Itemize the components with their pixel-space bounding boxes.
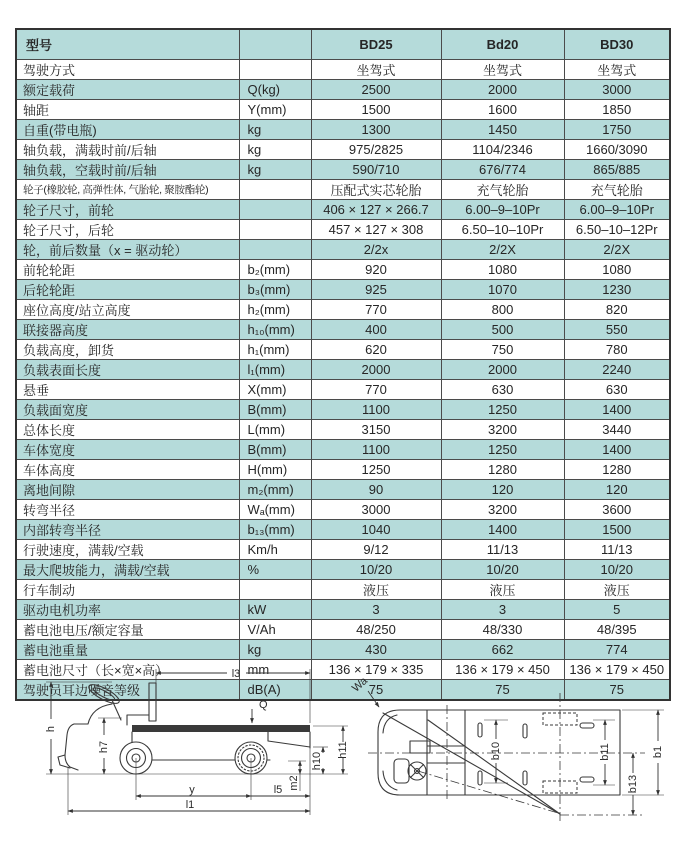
dim-label-m2: m2 [288,775,300,791]
table-row [16,259,670,279]
spec-row-unit: % [239,559,311,579]
spec-row-unit [239,59,311,79]
table-header-row [16,29,670,59]
spec-cell: 90 [311,479,441,499]
spec-row-label: 驾驶员耳边噪音等级 [16,679,239,700]
spec-row-label: 自重(带电瓶) [16,119,239,139]
table-row [16,559,670,579]
spec-cell: 136 × 179 × 450 [441,659,564,679]
spec-cell: 120 [564,479,670,499]
spec-row-unit: B(mm) [239,399,311,419]
spec-cell: 1070 [441,279,564,299]
spec-cell: 坐驾式 [311,59,441,79]
spec-cell: 1280 [564,459,670,479]
spec-cell: 590/710 [311,159,441,179]
spec-cell: 液压 [564,579,670,599]
table-row [16,239,670,259]
spec-row-unit: l₁(mm) [239,359,311,379]
table-row [16,359,670,379]
table-row [16,639,670,659]
dim-label-l3: l3 [231,668,241,680]
platform-bed [132,725,310,732]
spec-row-unit [239,579,311,599]
spec-cell: 11/13 [441,539,564,559]
spec-cell: 120 [441,479,564,499]
spec-row-unit: h₁₀(mm) [239,319,311,339]
side-view-drawing [20,663,350,847]
spec-cell: 1450 [441,119,564,139]
dim-label-b11: b11 [599,743,611,761]
spec-cell: 75 [311,679,441,700]
spec-cell: 3200 [441,499,564,519]
header-unit-cell [239,29,311,59]
spec-cell: 1400 [441,519,564,539]
spec-row-unit: Km/h [239,539,311,559]
table-row [16,459,670,479]
spec-row-unit: h₂(mm) [239,299,311,319]
spec-row-label: 轴距 [16,99,239,119]
spec-cell: 1280 [441,459,564,479]
spec-cell: 1660/3090 [564,139,670,159]
spec-cell: 3150 [311,419,441,439]
spec-cell: 750 [441,339,564,359]
spec-cell: 75 [564,679,670,700]
spec-row-label: 轴负载，空载时前/后轴 [16,159,239,179]
table-row [16,119,670,139]
spec-row-label: 负载面宽度 [16,399,239,419]
spec-row-label: 总体长度 [16,419,239,439]
spec-cell: 5 [564,599,670,619]
spec-row-unit: kg [239,159,311,179]
header-model-bd25: BD25 [311,29,441,59]
header-model-title: 型号 [16,29,239,59]
dim-label-h: h [45,725,57,733]
spec-cell: 6.50–10–12Pr [564,219,670,239]
spec-cell: 3 [311,599,441,619]
spec-row-unit: X(mm) [239,379,311,399]
spec-row-label: 后轮轮距 [16,279,239,299]
spec-cell: 坐驾式 [564,59,670,79]
table-row [16,319,670,339]
spec-cell: 457 × 127 × 308 [311,219,441,239]
spec-cell: 2/2x [311,239,441,259]
spec-row-unit: kW [239,599,311,619]
spec-cell: 865/885 [564,159,670,179]
table-row [16,99,670,119]
spec-cell: 550 [564,319,670,339]
spec-cell: 1080 [564,259,670,279]
spec-row-unit: Q(kg) [239,79,311,99]
spec-row-unit [239,179,311,199]
spec-cell: 1400 [564,399,670,419]
table-row [16,379,670,399]
spec-cell: 430 [311,639,441,659]
spec-cell: 620 [311,339,441,359]
spec-cell: 10/20 [564,559,670,579]
spec-row-label: 额定载荷 [16,79,239,99]
table-row [16,79,670,99]
spec-row-label: 车体宽度 [16,439,239,459]
spec-row-unit: Y(mm) [239,99,311,119]
spec-cell: 1250 [441,439,564,459]
spec-row-label: 内部转弯半径 [16,519,239,539]
spec-row-label: 轮子尺寸，前轮 [16,199,239,219]
spec-row-label: 蓄电池尺寸（长×宽×高） [16,659,239,679]
spec-cell: 充气轮胎 [441,179,564,199]
table-row [16,339,670,359]
spec-row-label: 轮子尺寸，后轮 [16,219,239,239]
table-row [16,199,670,219]
spec-cell: 780 [564,339,670,359]
spec-row-unit: b₃(mm) [239,279,311,299]
dim-label-b10: b10 [490,741,502,761]
spec-row-unit: m₂(mm) [239,479,311,499]
spec-row-label: 驾驶方式 [16,59,239,79]
spec-cell: 1750 [564,119,670,139]
spec-cell: 1300 [311,119,441,139]
dim-label-b13: b13 [627,774,639,794]
table-row [16,619,670,639]
spec-cell: 1500 [564,519,670,539]
table-row [16,519,670,539]
spec-cell: 920 [311,259,441,279]
spec-cell: 3000 [311,499,441,519]
spec-cell: 压配式实芯轮胎 [311,179,441,199]
spec-row-label: 蓄电池电压/额定容量 [16,619,239,639]
spec-row-unit [239,199,311,219]
spec-cell: 充气轮胎 [564,179,670,199]
spec-cell: 662 [441,639,564,659]
spec-cell: 1230 [564,279,670,299]
spec-cell: 676/774 [441,159,564,179]
spec-row-unit: mm [239,659,311,679]
spec-row-unit: dB(A) [239,679,311,700]
spec-row-unit: b₂(mm) [239,259,311,279]
spec-cell: 925 [311,279,441,299]
spec-cell: 3600 [564,499,670,519]
spec-cell: 48/250 [311,619,441,639]
spec-row-unit: kg [239,139,311,159]
table-row [16,299,670,319]
spec-cell: 820 [564,299,670,319]
spec-cell: 3440 [564,419,670,439]
spec-cell: 3 [441,599,564,619]
spec-cell: 10/20 [311,559,441,579]
spec-row-unit: h₁(mm) [239,339,311,359]
table-row [16,219,670,239]
spec-row-unit: Wₐ(mm) [239,499,311,519]
header-model-bd20: Bd20 [441,29,564,59]
spec-cell: 6.00–9–10Pr [441,199,564,219]
spec-row-unit: kg [239,119,311,139]
spec-cell: 400 [311,319,441,339]
spec-cell: 1400 [564,439,670,459]
spec-cell: 3000 [564,79,670,99]
spec-cell: 2/2X [441,239,564,259]
spec-cell: 液压 [441,579,564,599]
dim-label-b1: b1 [652,745,664,759]
spec-cell: 1250 [441,399,564,419]
spec-row-label: 车体高度 [16,459,239,479]
spec-row-label: 负载表面长度 [16,359,239,379]
spec-row-label: 行驶速度，满载/空载 [16,539,239,559]
spec-cell: 975/2825 [311,139,441,159]
spec-cell: 630 [441,379,564,399]
dim-label-l5: l5 [273,784,283,796]
spec-cell: 坐驾式 [441,59,564,79]
table-row [16,439,670,459]
spec-row-label: 驱动电机功率 [16,599,239,619]
spec-row-label: 轮子(橡胶轮, 高弹性体, 气胎轮, 聚胺酯轮) [16,179,239,199]
spec-cell: 3200 [441,419,564,439]
spec-row-unit [239,219,311,239]
spec-cell: 1104/2346 [441,139,564,159]
spec-row-unit: kg [239,639,311,659]
spec-row-label: 转弯半径 [16,499,239,519]
spec-cell: 2000 [441,359,564,379]
dim-label-l1: l1 [185,799,195,811]
spec-cell: 6.00–9–10Pr [564,199,670,219]
dim-label-h11: h11 [337,741,349,759]
spec-cell: 1100 [311,439,441,459]
table-row [16,159,670,179]
spec-row-unit: L(mm) [239,419,311,439]
dim-label-h10: h10 [311,751,323,771]
spec-row-label: 悬垂 [16,379,239,399]
spec-cell: 10/20 [441,559,564,579]
table-row [16,179,670,199]
spec-cell: 1850 [564,99,670,119]
spec-cell: 1100 [311,399,441,419]
top-view-drawing [350,663,670,847]
spec-cell: 1080 [441,259,564,279]
spec-row-unit [239,239,311,259]
spec-cell: 11/13 [564,539,670,559]
spec-cell: 770 [311,379,441,399]
spec-row-label: 轮，前后数量（x = 驱动轮） [16,239,239,259]
spec-cell: 48/395 [564,619,670,639]
spec-row-unit: H(mm) [239,459,311,479]
spec-cell: 2000 [311,359,441,379]
spec-cell: 2240 [564,359,670,379]
dim-label-q: Q [259,699,268,711]
table-row [16,419,670,439]
spec-row-label: 蓄电池重量 [16,639,239,659]
spec-row-label: 最大爬坡能力，满载/空载 [16,559,239,579]
spec-row-label: 联接器高度 [16,319,239,339]
spec-cell: 774 [564,639,670,659]
table-row [16,579,670,599]
spec-row-label: 负载高度，卸货 [16,339,239,359]
header-model-bd30: BD30 [564,29,670,59]
spec-row-label: 离地间隙 [16,479,239,499]
dim-label-y: y [189,784,195,796]
spec-cell: 1040 [311,519,441,539]
table-row [16,279,670,299]
spec-cell: 6.50–10–10Pr [441,219,564,239]
spec-cell: 1500 [311,99,441,119]
spec-row-unit: B(mm) [239,439,311,459]
spec-cell: 2500 [311,79,441,99]
dim-label-wa: Wa [350,674,370,695]
table-row [16,499,670,519]
dim-label-h7: h7 [98,740,110,754]
spec-cell: 2/2X [564,239,670,259]
spec-cell: 406 × 127 × 266.7 [311,199,441,219]
spec-cell: 48/330 [441,619,564,639]
spec-row-label: 行车制动 [16,579,239,599]
spec-cell: 136 × 179 × 450 [564,659,670,679]
spec-cell: 2000 [441,79,564,99]
spec-cell: 630 [564,379,670,399]
table-row [16,59,670,79]
table-row [16,479,670,499]
spec-cell: 500 [441,319,564,339]
table-row [16,399,670,419]
spec-row-label: 前轮轮距 [16,259,239,279]
spec-row-unit: V/Ah [239,619,311,639]
spec-cell: 800 [441,299,564,319]
spec-cell: 1250 [311,459,441,479]
spec-cell: 1600 [441,99,564,119]
spec-row-label: 座位高度/站立高度 [16,299,239,319]
spec-cell: 9/12 [311,539,441,559]
spec-cell: 液压 [311,579,441,599]
spec-cell: 770 [311,299,441,319]
spec-row-unit: b₁₃(mm) [239,519,311,539]
spec-cell: 75 [441,679,564,700]
table-row [16,599,670,619]
spec-cell: 136 × 179 × 335 [311,659,441,679]
spec-table [15,28,671,701]
spec-row-label: 轴负载，满载时前/后轴 [16,139,239,159]
table-row [16,539,670,559]
table-row [16,139,670,159]
